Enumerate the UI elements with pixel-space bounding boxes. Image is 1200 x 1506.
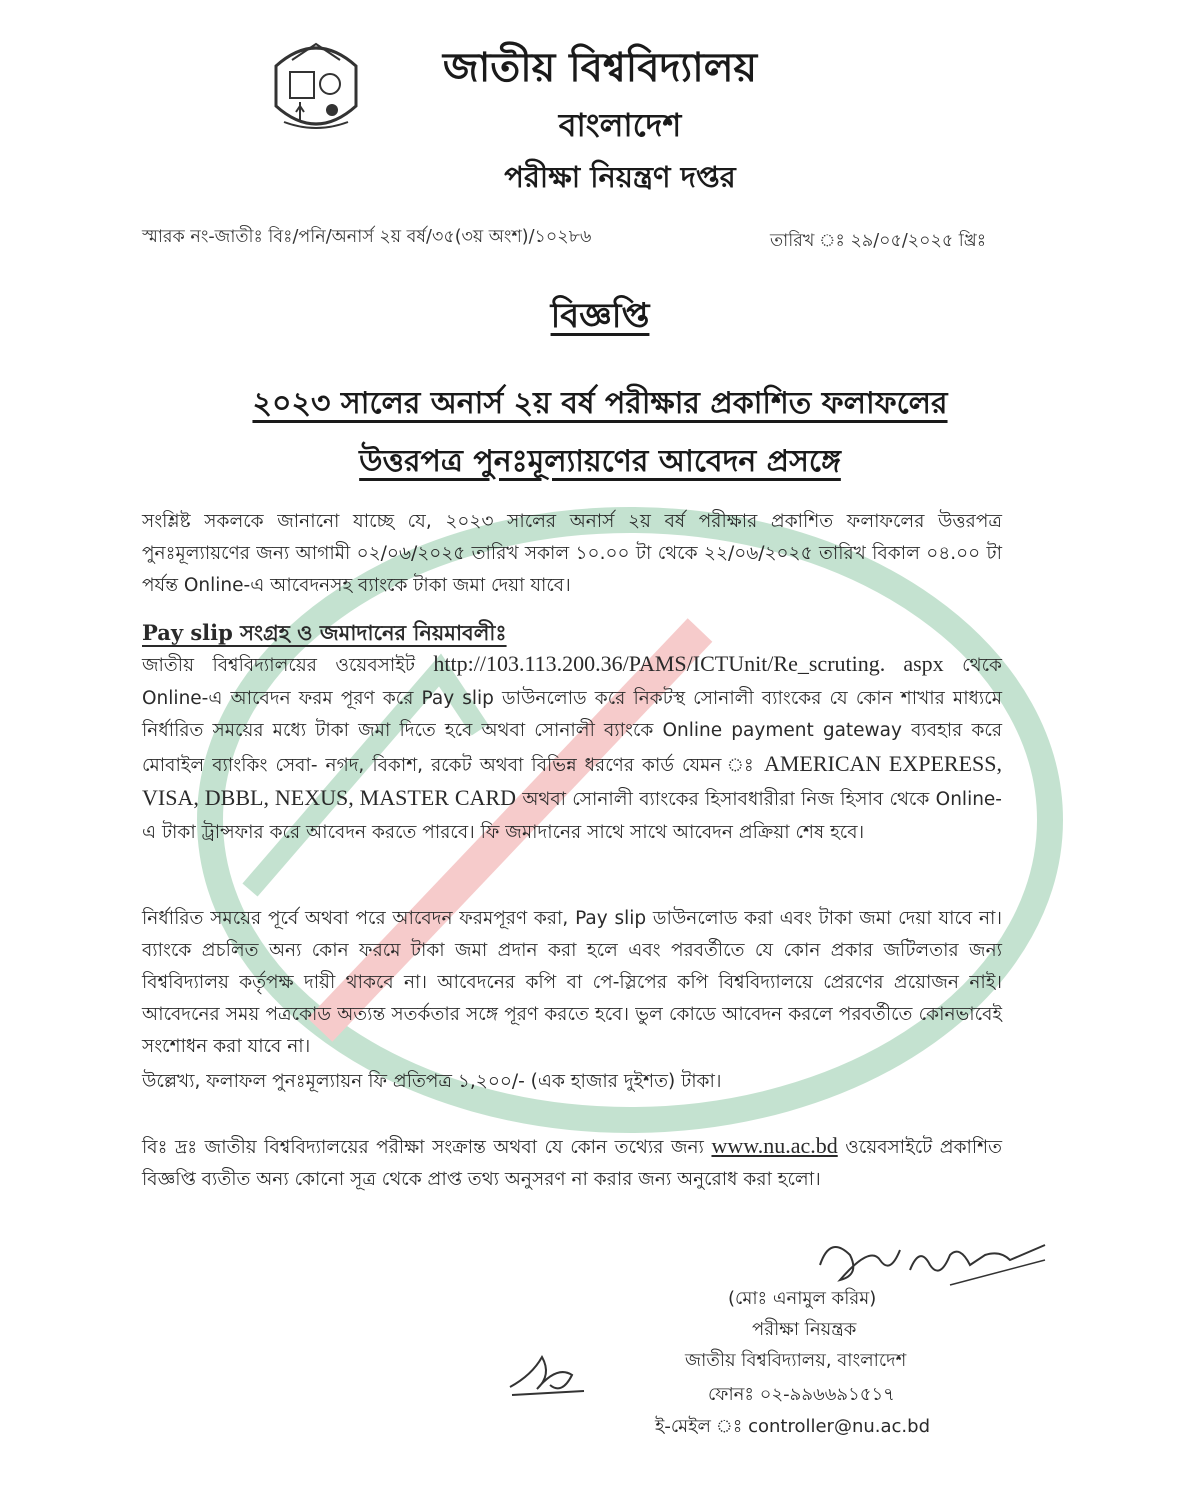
country-name: বাংলাদেশ [558, 106, 682, 144]
paragraph-note [142, 1130, 1002, 1196]
notice-date: তারিখ ঃ ২৯/০৫/২০২৫ খ্রিঃ [770, 231, 987, 251]
initial-signature-icon [502, 1345, 592, 1405]
payslip-rules-title: Pay slip সংগ্রহ ও জমাদানের নিয়মাবলীঃ [142, 620, 507, 645]
payslip-text-c: অথবা সোনালী ব্যাংকের হিসাবধারীরা নিজ হিসাব থেকে Online-এ টাকা ট্রান্সফার করে আবেদন করতে পারবে। ফি জমাদানের সাথে সাথে আবেদন প্রক্রিয়া শেষ হবে। [142, 789, 1002, 843]
payslip-text-a: জাতীয় বিশ্ববিদ্যালয়ের ওয়েবসাইট [142, 655, 415, 676]
note-text-b: ওয়েবসাইটে প্রকাশিত বিজ্ঞপ্তি ব্যতীত অন্য কোনো সূত্র থেকে প্রাপ্ত তথ্য অনুসরণ না করার জন্য অনুরোধ করা হলো। [142, 1137, 1002, 1190]
paragraph-intro: সংশ্লিষ্ট সকলকে জানানো যাচ্ছে যে, ২০২৩ সালের অনার্স ২য় বর্ষ পরীক্ষার প্রকাশিত ফলাফলের উত্তরপত্র পুনঃমূল্যায়ণের জন্য আগামী ০২/০৬/২০২৫ তারিখ সকাল ১০.০০ টা থেকে ২২/০৬/২০২৫ তারিখ বিকাল ০৪.০০ টা পর্যন্ত Online-এ আবেদনসহ ব্যাংকে টাকা জমা দেয়া যাবে। [142, 511, 1002, 596]
subject-line-2: উত্তরপত্র পুনঃমূল্যায়ণের আবেদন প্রসঙ্গে [359, 444, 841, 479]
subject-line-1: ২০২৩ সালের অনার্স ২য় বর্ষ পরীক্ষার প্রকাশিত ফলাফলের [252, 386, 948, 421]
memo-number: স্মারক নং-জাতীঃ বিঃ/পনি/অনার্স ২য় বর্ষ/৩৫(৩য় অংশ)/১০২৮৬ [142, 227, 592, 247]
signatory-org: জাতীয় বিশ্ববিদ্যালয়, বাংলাদেশ [685, 1350, 907, 1371]
office-name: পরীক্ষা নিয়ন্ত্রণ দপ্তর [504, 160, 736, 194]
payslip-text-b: থেকে Online-এ আবেদন ফরম পূরণ করে Pay slip ডাউনলোড করে নিকটস্থ সোনালী ব্যাংকের যে কোন শাখার মাধ্যমে নির্ধারিত সময়ের মধ্যে টাকা জমা দিতে হবে অথবা সোনালী ব্যাংকে Online payment gateway ব্যবহার করে মোবাইল ব্যাংকিং সেবা- নগদ, বিকাশ, রকেট অথবা বিভিন্ন ধরণের কার্ড যেমন ঃ [142, 655, 1002, 776]
notice-heading-text: বিজ্ঞপ্তি [550, 296, 650, 336]
card-list: AMERICAN EXPERESS, VISA, DBBL, NEXUS, MASTER CARD [142, 750, 1002, 810]
note-text-a: বিঃ দ্রঃ জাতীয় বিশ্ববিদ্যালয়ের পরীক্ষা সংক্রান্ত অথবা যে কোন তথ্যের জন্য [142, 1137, 704, 1158]
application-url-link[interactable]: http://103.113.200.36/PAMS/ICTUnit/Re_scruting. aspx [433, 651, 944, 676]
paragraph-conditions: নির্ধারিত সময়ের পূর্বে অথবা পরে আবেদন ফরমপূরণ করা, Pay slip ডাউনলোড করা এবং টাকা জমা দেয়া যাবে না। ব্যাংকে প্রচলিত অন্য কোন ফরমে টাকা জমা প্রদান করা হলে এবং পরবর্তীতে যে কোন প্রকার জটিলতার জন্য বিশ্ববিদ্যালয় কর্তৃপক্ষ দায়ী থাকবে না। আবেদনের কপি বা পে-স্লিপের কপি বিশ্ববিদ্যালয়ে প্রেরণের প্রয়োজন নাই। আবেদনের সময় পত্রকোড অত্যন্ত সতর্কতার সঙ্গে পূরণ করতে হবে। ভুল কোডে আবেদন করলে পরবর্তীতে কোনভাবেই সংশোধন করা যাবে না। [142, 908, 1002, 1057]
signatory-email: ই-মেইল ঃ controller@nu.ac.bd [655, 1416, 930, 1437]
signatory-designation: পরীক্ষা নিয়ন্ত্রক [752, 1319, 857, 1340]
university-name: জাতীয় বিশ্ববিদ্যালয় [442, 45, 758, 91]
signatory-phone: ফোনঃ ০২-৯৯৬৬৯১৫১৭ [708, 1384, 895, 1405]
paragraph-payslip-rules [142, 648, 1002, 849]
website-link[interactable]: www.nu.ac.bd [711, 1133, 838, 1158]
paragraph-fee: উল্লেখ্য, ফলাফল পুনঃমূল্যায়ন ফি প্রতিপত্র ১,২০০/- (এক হাজার দুইশত) টাকা। [142, 1071, 722, 1092]
notice-heading [0, 290, 1200, 347]
notice-subject [150, 375, 1050, 491]
signatory-name: (মোঃ এনামুল করিম) [728, 1288, 877, 1309]
